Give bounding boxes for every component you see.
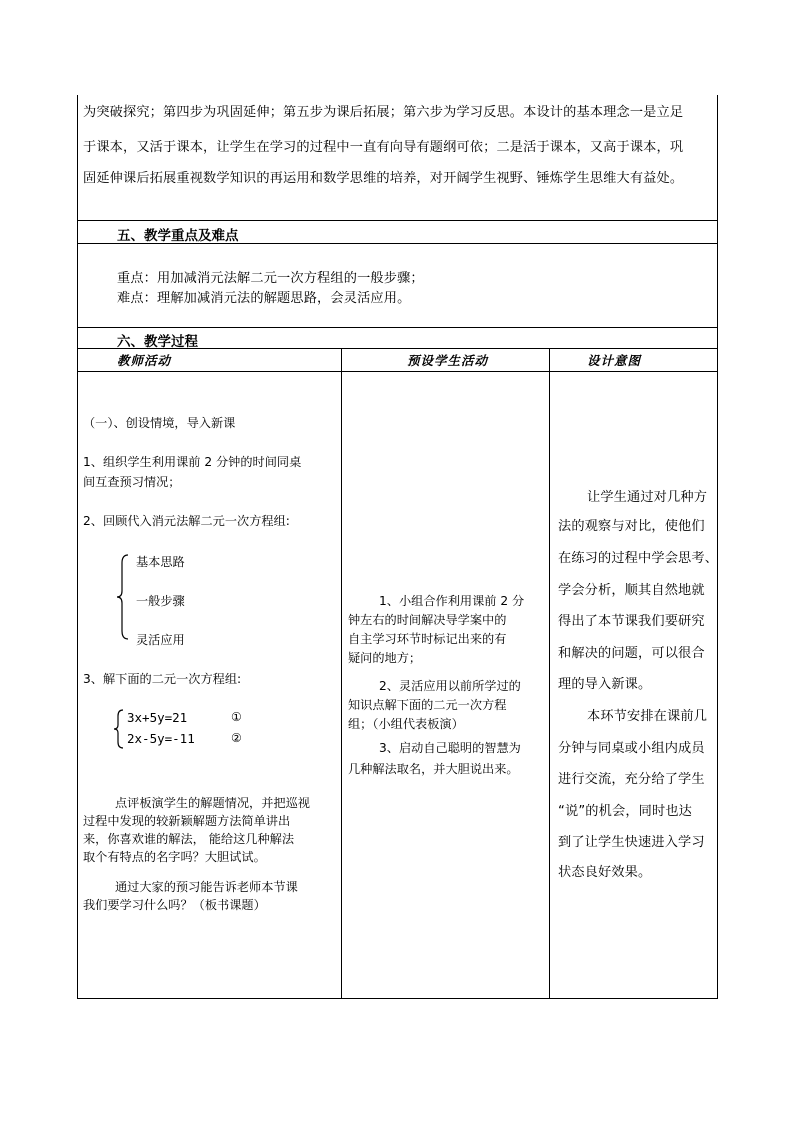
design-line-10: 进行交流，充分给了学生 xyxy=(558,772,705,787)
intro-line-2: 于课本，又活于课本，让学生在学习的过程中一直有向导有题纲可依；二是活于课本，又高于课本，巩 xyxy=(83,140,684,155)
design-line-3: 在练习的过程中学会思考、 xyxy=(558,551,719,566)
divider-section5-top xyxy=(77,220,718,221)
teacher-question-line2: 我们要学习什么吗？（板书课题） xyxy=(83,898,266,912)
design-line-11: “说”的机会，同时也达 xyxy=(558,804,693,819)
intro-line-1: 为突破探究；第四步为巩固延伸；第五步为课后拓展；第六步为学习反思。本设计的基本理念一是立足 xyxy=(83,105,684,120)
teacher-comment-line2: 过程中发现的较新颖解题方法简单讲出 xyxy=(83,814,291,828)
divider-section6-top xyxy=(77,327,718,328)
divider-header-bottom xyxy=(77,371,718,372)
teacher-comment-line4: 取个有特点的名字吗？大胆试试。 xyxy=(83,850,266,864)
header-student-activity: 预设学生活动 xyxy=(407,353,489,368)
brace-item-flexible-use: 灵活应用 xyxy=(136,633,185,647)
section5-title: 五、教学重点及难点 xyxy=(117,228,239,244)
equation-2-mark: ② xyxy=(231,731,242,745)
design-line-2: 法的观察与对比，使他们 xyxy=(558,519,705,534)
design-line-4: 学会分析，顺其自然地就 xyxy=(558,583,705,598)
teacher-step-title: （一）、创设情境，导入新课 xyxy=(83,416,236,430)
section6-title: 六、教学过程 xyxy=(117,334,198,350)
teacher-question-line1: 通过大家的预习能告诉老师本节课 xyxy=(115,880,298,894)
student-line-3: 自主学习环节时标记出来的有 xyxy=(348,632,507,646)
design-line-8: 本环节安排在课前几 xyxy=(587,709,708,724)
teacher-item3: 3、解下面的二元一次方程组: xyxy=(83,672,242,686)
teacher-item1-line1: 1、组织学生利用课前 2 分钟的时间同桌 xyxy=(83,455,302,469)
equation-1-mark: ① xyxy=(231,710,242,724)
design-line-12: 到了让学生快速进入学习 xyxy=(558,835,705,850)
design-line-1: 让学生通过对几种方 xyxy=(587,490,708,505)
student-line-4: 疑问的地方； xyxy=(348,651,422,665)
design-line-9: 分钟与同桌或小组内成员 xyxy=(558,741,705,756)
intro-line-3: 固延伸课后拓展重视数学知识的再运用和数学思维的培养，对开阔学生视野、锤炼学生思维大有益处。 xyxy=(83,171,684,186)
student-line-1: 1、小组合作利用课前 2 分 xyxy=(379,594,525,608)
design-line-6: 和解决的问题，可以很合 xyxy=(558,646,705,661)
difficulty: 难点：理解加减消元法的解题思路，会灵活应用。 xyxy=(117,291,411,306)
design-line-7: 理的导入新课。 xyxy=(558,677,652,692)
teacher-item2: 2、回顾代入消元法解二元一次方程组: xyxy=(83,514,290,528)
student-line-9: 几种解法取名，并大胆说出来。 xyxy=(348,762,519,776)
student-line-7: 组；（小组代表板演） xyxy=(348,717,464,731)
teacher-item1-line2: 间互查预习情况； xyxy=(83,475,181,489)
student-line-2: 钟左右的时间解决导学案中的 xyxy=(348,613,507,627)
student-line-5: 2、灵活应用以前所学过的 xyxy=(379,679,521,693)
table-bottom-border xyxy=(77,998,718,999)
equation-1: 3x+5y=21 xyxy=(127,710,188,725)
teacher-comment-line1: 点评板演学生的解题情况，并把巡视 xyxy=(115,796,310,810)
student-line-6: 知识点解下面的二元一次方程 xyxy=(348,698,507,712)
brace-item-basic-idea: 基本思路 xyxy=(136,555,185,569)
left-brace-icon xyxy=(116,553,132,641)
brace-item-general-steps: 一般步骤 xyxy=(136,594,185,608)
student-line-8: 3、启动自己聪明的智慧为 xyxy=(379,741,521,755)
column-divider-1 xyxy=(341,348,342,999)
equation-2: 2x-5y=-11 xyxy=(127,731,195,746)
design-line-5: 得出了本节课我们要研究 xyxy=(558,614,705,629)
header-design-intent: 设计意图 xyxy=(587,353,642,368)
column-divider-2 xyxy=(549,348,550,999)
teacher-comment-line3: 来，你喜欢谁的解法， 能给这几种解法 xyxy=(83,832,295,846)
design-line-13: 状态良好效果。 xyxy=(558,865,652,880)
key-point: 重点：用加减消元法解二元一次方程组的一般步骤； xyxy=(117,271,424,286)
header-teacher-activity: 教师活动 xyxy=(117,353,172,368)
table-left-border xyxy=(77,95,78,999)
equation-brace-icon xyxy=(113,708,125,750)
